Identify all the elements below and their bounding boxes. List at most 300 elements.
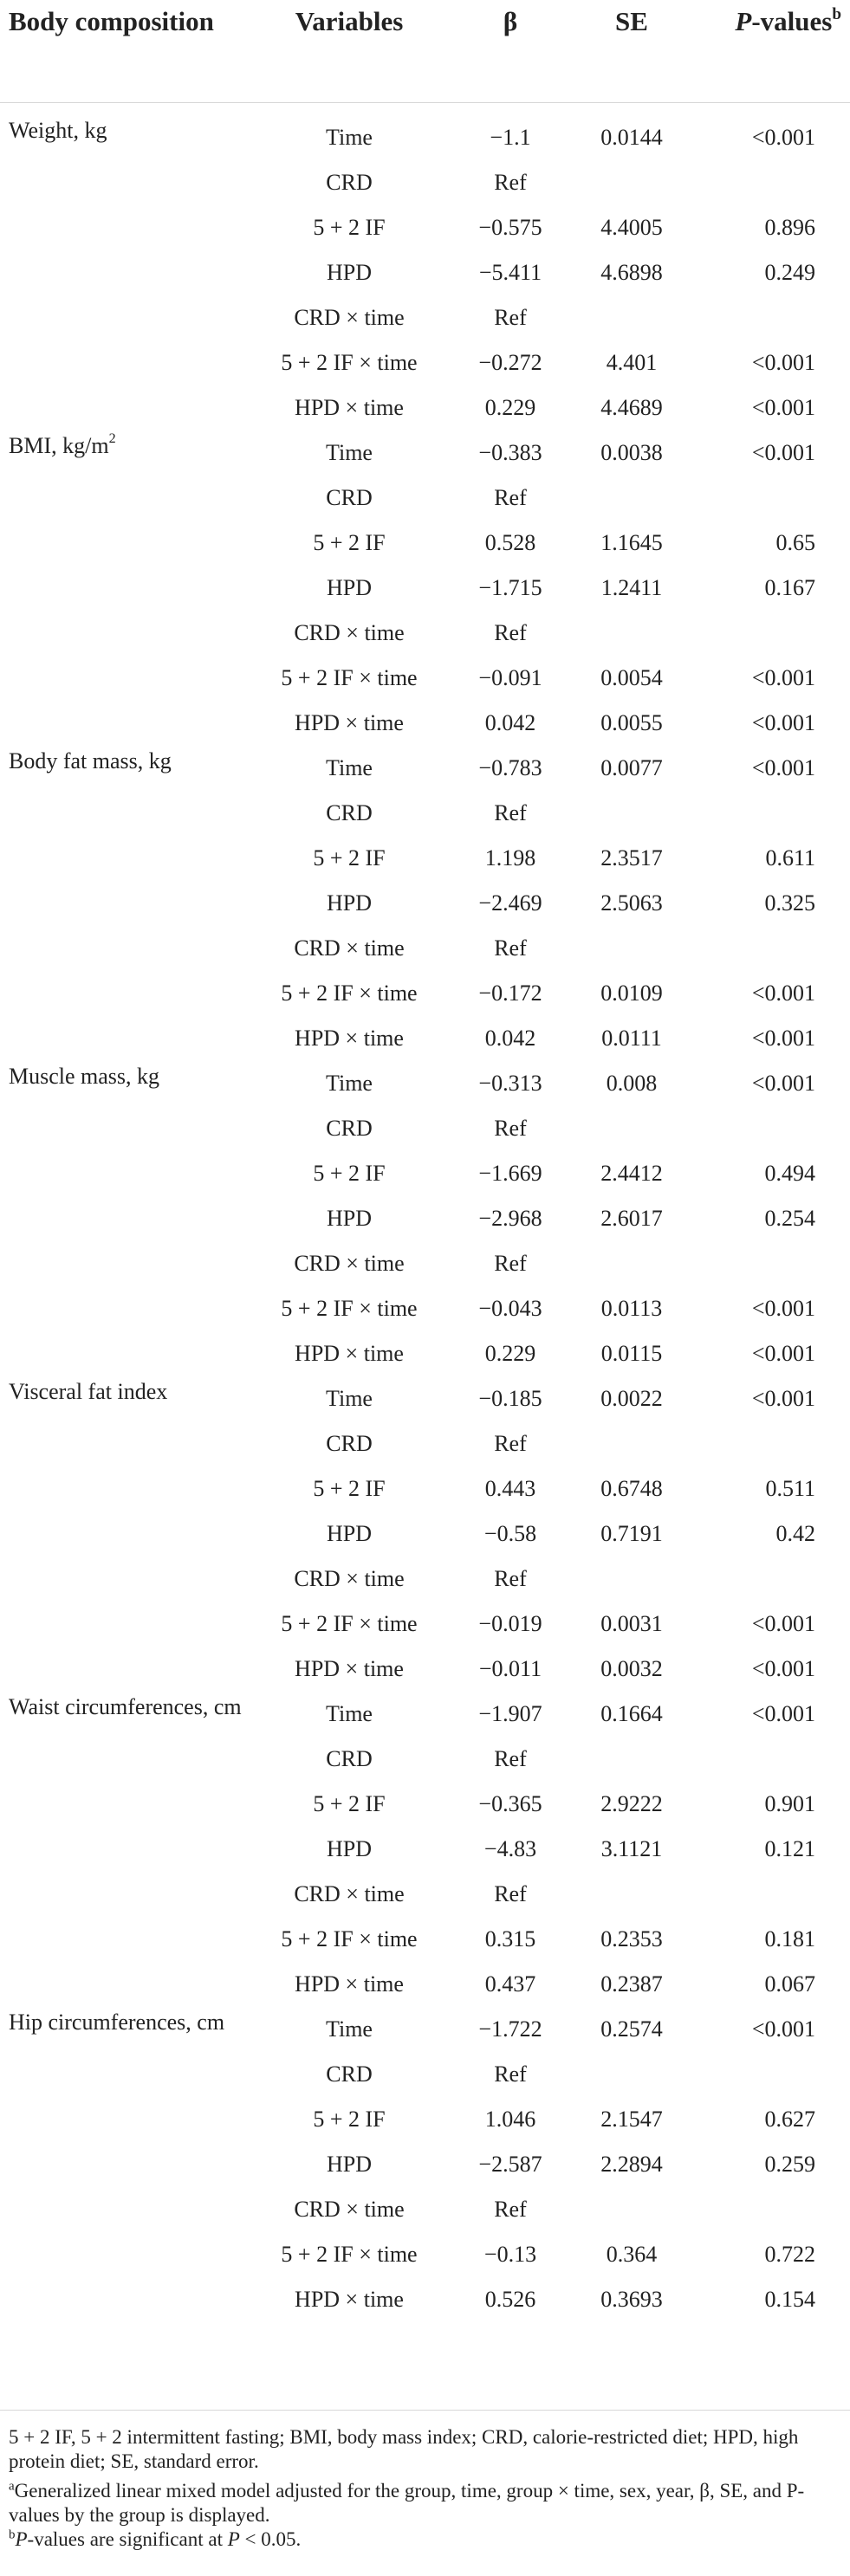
group-label-text: Body fat mass, kg [9, 748, 172, 773]
cell-p-value [688, 926, 850, 971]
group-label-empty [0, 2052, 253, 2097]
cell-beta: 1.198 [484, 845, 536, 871]
group-label-empty [0, 1962, 253, 2007]
cell-se: 4.4005 [600, 214, 663, 240]
cell-p-value: <0.001 [751, 664, 815, 690]
table-row [0, 295, 850, 340]
cell-p-value: <0.001 [751, 349, 815, 375]
footnote-b-text: -values are significant at [27, 2528, 228, 2550]
cell-se: 1.2411 [600, 574, 663, 600]
footnote-a-text: Generalized linear mixed model adjusted for the group, time, group × time, sex, year, β, SE, and P-values by the group is displayed. [9, 2480, 805, 2526]
cell-variable: CRD [326, 169, 373, 195]
cell-p-value: <0.001 [751, 1610, 815, 1636]
cell-se: 0.2353 [600, 1926, 663, 1951]
table-row [0, 1647, 850, 1692]
cell-p-value: 0.896 [764, 214, 815, 240]
cell-beta: 0.315 [484, 1926, 536, 1951]
cell-beta: −0.272 [478, 349, 542, 375]
cell-se: 0.0038 [600, 439, 663, 465]
cell-se: 0.0054 [600, 664, 663, 690]
cell-se: 2.2894 [600, 2151, 663, 2177]
cell-beta: 1.046 [484, 2106, 536, 2132]
table-row [0, 2142, 850, 2187]
cell-p-value: 0.627 [764, 2106, 815, 2132]
cell-p-value [688, 160, 850, 205]
cell-variable: HPD [326, 890, 372, 916]
cell-p-value: <0.001 [751, 1295, 815, 1321]
table-row [0, 340, 850, 385]
cell-se [575, 1421, 688, 1466]
cell-p-value: <0.001 [751, 1070, 815, 1096]
cell-variable: CRD × time [294, 1565, 405, 1591]
cell-variable: 5 + 2 IF [313, 1475, 386, 1501]
group-label-empty [0, 1647, 253, 1692]
table-row [0, 430, 850, 476]
group-label-text: Waist circumferences, cm [9, 1693, 242, 1719]
table-row [0, 476, 850, 521]
cell-beta: −2.587 [478, 2151, 542, 2177]
cell-beta: 0.229 [484, 394, 536, 420]
cell-variable: CRD [326, 484, 373, 510]
group-label [0, 746, 253, 791]
group-label-empty [0, 1557, 253, 1602]
cell-se: 2.9222 [600, 1790, 663, 1816]
table-row [0, 1602, 850, 1647]
table-row [0, 1962, 850, 2007]
group-label-empty [0, 1872, 253, 1917]
table-row [0, 1557, 850, 1602]
cell-beta: Ref [494, 2196, 527, 2222]
group-label-empty [0, 1151, 253, 1196]
group-label-empty [0, 295, 253, 340]
cell-beta: Ref [494, 484, 527, 510]
cell-variable: CRD × time [294, 935, 405, 961]
group-label-empty [0, 2277, 253, 2322]
cell-p-value: 0.254 [764, 1205, 815, 1231]
cell-se: 0.0109 [600, 980, 663, 1006]
group-label [0, 1061, 253, 1106]
group-label-empty [0, 476, 253, 521]
group-label-empty [0, 881, 253, 926]
cell-beta: −0.575 [478, 214, 542, 240]
table-row [0, 2097, 850, 2142]
table-row [0, 1151, 850, 1196]
group-label-empty [0, 1917, 253, 1962]
header-p-suffix: -values [751, 6, 833, 36]
table-row [0, 385, 850, 430]
group-label-text: Weight, kg [9, 117, 107, 143]
table-row [0, 1376, 850, 1421]
cell-variable: HPD × time [295, 1025, 404, 1051]
cell-beta: 0.042 [484, 709, 536, 735]
table-row [0, 1016, 850, 1061]
cell-variable: HPD [326, 1520, 372, 1546]
cell-beta: 0.528 [484, 529, 536, 555]
footnote-b-mark: b [9, 2527, 16, 2542]
cell-p-value: 0.65 [775, 529, 815, 555]
cell-p-value: 0.42 [775, 1520, 815, 1546]
cell-variable: 5 + 2 IF × time [281, 349, 418, 375]
cell-beta: −0.019 [478, 1610, 542, 1636]
cell-p-value [688, 791, 850, 836]
header-se: SE [575, 0, 688, 102]
cell-variable: CRD [326, 1430, 373, 1456]
group-label-empty [0, 1511, 253, 1557]
cell-beta: Ref [494, 169, 527, 195]
group-label-text: Muscle mass, kg [9, 1063, 160, 1089]
cell-beta: 0.526 [484, 2286, 536, 2312]
cell-variable: 5 + 2 IF × time [281, 2241, 418, 2267]
header-p-footnote-mark: b [832, 4, 841, 23]
table-row [0, 791, 850, 836]
table-row [0, 1782, 850, 1827]
table-row [0, 836, 850, 881]
group-label-empty [0, 1827, 253, 1872]
table-row [0, 521, 850, 566]
table-row [0, 1692, 850, 1737]
cell-beta: −0.185 [478, 1385, 542, 1411]
footnote-b-cond: < 0.05. [239, 2528, 302, 2550]
group-label-empty [0, 1241, 253, 1286]
cell-beta: −1.722 [478, 2016, 542, 2042]
cell-variable: 5 + 2 IF × time [281, 1295, 418, 1321]
cell-beta: 0.042 [484, 1025, 536, 1051]
footnote-b-cond-p: P [227, 2528, 240, 2550]
header-variables: Variables [253, 0, 445, 102]
cell-se [575, 1106, 688, 1151]
cell-se: 3.1121 [600, 1835, 663, 1861]
table-row [0, 1286, 850, 1331]
cell-beta: Ref [494, 1115, 527, 1141]
table-row [0, 1827, 850, 1872]
group-label-empty [0, 1466, 253, 1511]
cell-beta: Ref [494, 1565, 527, 1591]
group-label-empty [0, 205, 253, 250]
group-label-superscript: 2 [108, 431, 116, 447]
cell-p-value: <0.001 [751, 1385, 815, 1411]
cell-p-value: <0.001 [751, 124, 815, 150]
group-label-empty [0, 836, 253, 881]
cell-se [575, 160, 688, 205]
cell-se: 0.3693 [600, 2286, 663, 2312]
cell-se [575, 2052, 688, 2097]
cell-se [575, 611, 688, 656]
cell-beta: −0.58 [483, 1520, 537, 1546]
cell-p-value [688, 1106, 850, 1151]
cell-variable: CRD [326, 2061, 373, 2087]
cell-p-value: 0.325 [764, 890, 815, 916]
table-row [0, 250, 850, 295]
cell-variable: Time [326, 1700, 373, 1726]
group-label [0, 2007, 253, 2052]
header-beta: β [445, 0, 575, 102]
group-label-empty [0, 611, 253, 656]
group-label-empty [0, 701, 253, 746]
cell-se: 4.6898 [600, 259, 663, 285]
cell-variable: 5 + 2 IF × time [281, 1610, 418, 1636]
cell-p-value: 0.259 [764, 2151, 815, 2177]
cell-beta: Ref [494, 799, 527, 825]
cell-p-value: <0.001 [751, 2016, 815, 2042]
group-label-empty [0, 1106, 253, 1151]
group-label-empty [0, 656, 253, 701]
cell-beta: Ref [494, 619, 527, 645]
cell-beta: Ref [494, 1745, 527, 1771]
footnote-b-p: P [15, 2528, 28, 2550]
cell-variable: HPD × time [295, 1971, 404, 1997]
cell-beta: −2.968 [478, 1205, 542, 1231]
cell-variable: CRD [326, 1115, 373, 1141]
cell-variable: CRD [326, 799, 373, 825]
header-p-values [688, 0, 850, 102]
table-row [0, 1917, 850, 1962]
cell-beta: −1.1 [490, 124, 531, 150]
group-label-empty [0, 2232, 253, 2277]
table-row [0, 1511, 850, 1557]
cell-p-value: 0.722 [764, 2241, 815, 2267]
group-label-empty [0, 1286, 253, 1331]
cell-beta: −1.669 [478, 1160, 542, 1186]
cell-p-value [688, 1737, 850, 1782]
cell-beta: 0.443 [484, 1475, 536, 1501]
table-row [0, 1331, 850, 1376]
cell-se: 0.0115 [600, 1340, 663, 1366]
cell-beta: −0.011 [478, 1655, 542, 1681]
cell-p-value: 0.611 [765, 845, 815, 871]
cell-beta: Ref [494, 1250, 527, 1276]
cell-p-value [688, 1421, 850, 1466]
cell-p-value [688, 476, 850, 521]
cell-variable: 5 + 2 IF × time [281, 980, 418, 1006]
cell-variable: CRD × time [294, 1250, 405, 1276]
group-label [0, 1376, 253, 1421]
cell-variable: HPD × time [295, 394, 404, 420]
cell-se [575, 1557, 688, 1602]
table-row [0, 926, 850, 971]
cell-beta: −0.043 [478, 1295, 542, 1321]
cell-beta: Ref [494, 304, 527, 330]
cell-p-value: 0.154 [764, 2286, 815, 2312]
cell-variable: 5 + 2 IF [313, 214, 386, 240]
cell-variable: HPD × time [295, 2286, 404, 2312]
group-label-empty [0, 1421, 253, 1466]
cell-beta: −0.313 [478, 1070, 542, 1096]
cell-p-value: 0.121 [764, 1835, 815, 1861]
table-row [0, 2052, 850, 2097]
table-row [0, 102, 850, 160]
cell-beta: −1.907 [478, 1700, 542, 1726]
cell-p-value: 0.167 [764, 574, 815, 600]
cell-se: 0.2574 [600, 2016, 663, 2042]
group-label-empty [0, 160, 253, 205]
footnote-a [9, 2479, 845, 2527]
group-label-empty [0, 971, 253, 1016]
table-row [0, 611, 850, 656]
cell-p-value: <0.001 [751, 1340, 815, 1366]
cell-beta: Ref [494, 1880, 527, 1906]
table-bottom-rule [0, 2410, 850, 2411]
cell-variable: HPD [326, 574, 372, 600]
cell-variable: Time [326, 1385, 373, 1411]
cell-se [575, 476, 688, 521]
cell-beta: −0.091 [478, 664, 542, 690]
group-label-empty [0, 1782, 253, 1827]
group-label-empty [0, 2142, 253, 2187]
cell-p-value: 0.249 [764, 259, 815, 285]
cell-se [575, 791, 688, 836]
table-row [0, 2007, 850, 2052]
group-label-text: Visceral fat index [9, 1378, 168, 1404]
cell-variable: 5 + 2 IF [313, 845, 386, 871]
header-row [0, 0, 850, 102]
cell-se: 0.1664 [600, 1700, 663, 1726]
header-p-letter: P [735, 6, 752, 36]
group-label-empty [0, 2187, 253, 2232]
table-row [0, 1196, 850, 1241]
cell-variable: 5 + 2 IF [313, 1160, 386, 1186]
cell-se: 2.3517 [600, 845, 663, 871]
cell-se: 2.4412 [600, 1160, 663, 1186]
group-label-empty [0, 2097, 253, 2142]
cell-se: 0.008 [606, 1070, 658, 1096]
table-row [0, 1737, 850, 1782]
cell-se [575, 1872, 688, 1917]
cell-beta: 0.229 [484, 1340, 536, 1366]
cell-beta: −0.383 [478, 439, 542, 465]
cell-beta: Ref [494, 1430, 527, 1456]
cell-p-value [688, 2187, 850, 2232]
footnote-a-mark: a [9, 2479, 15, 2494]
cell-beta: −1.715 [478, 574, 542, 600]
cell-se: 4.4689 [600, 394, 663, 420]
cell-variable: HPD × time [295, 1655, 404, 1681]
cell-p-value: 0.511 [765, 1475, 815, 1501]
cell-variable: HPD [326, 259, 372, 285]
cell-se: 0.0031 [600, 1610, 663, 1636]
table-row [0, 656, 850, 701]
table-row [0, 746, 850, 791]
table-row [0, 1466, 850, 1511]
group-label-empty [0, 1737, 253, 1782]
cell-p-value [688, 2052, 850, 2097]
cell-se: 0.0113 [600, 1295, 663, 1321]
cell-variable: 5 + 2 IF [313, 1790, 386, 1816]
cell-p-value: 0.494 [764, 1160, 815, 1186]
table-row [0, 2232, 850, 2277]
cell-beta: −0.13 [483, 2241, 537, 2267]
cell-p-value [688, 1557, 850, 1602]
cell-se: 0.2387 [600, 1971, 663, 1997]
group-label-text: BMI, kg/m [9, 432, 109, 458]
cell-variable: HPD [326, 1835, 372, 1861]
table-row [0, 205, 850, 250]
cell-se: 0.0055 [600, 709, 663, 735]
table-row [0, 881, 850, 926]
table-footnotes [9, 2425, 845, 2552]
group-label-empty [0, 385, 253, 430]
cell-se: 0.6748 [600, 1475, 663, 1501]
cell-beta: Ref [494, 935, 527, 961]
cell-p-value: <0.001 [751, 1655, 815, 1681]
cell-se [575, 1737, 688, 1782]
cell-se [575, 1241, 688, 1286]
cell-se: 2.5063 [600, 890, 663, 916]
table-row [0, 1421, 850, 1466]
cell-variable: CRD × time [294, 619, 405, 645]
cell-p-value: <0.001 [751, 394, 815, 420]
cell-beta: −4.83 [483, 1835, 537, 1861]
cell-se: 0.7191 [600, 1520, 663, 1546]
cell-beta: 0.437 [484, 1971, 536, 1997]
cell-variable: Time [326, 754, 373, 780]
cell-variable: CRD × time [294, 304, 405, 330]
cell-variable: 5 + 2 IF × time [281, 664, 418, 690]
cell-variable: 5 + 2 IF [313, 529, 386, 555]
table-row [0, 2187, 850, 2232]
cell-variable: HPD × time [295, 1340, 404, 1366]
cell-se: 0.364 [606, 2241, 658, 2267]
cell-beta: −0.365 [478, 1790, 542, 1816]
table-row [0, 160, 850, 205]
group-label-empty [0, 1016, 253, 1061]
cell-variable: 5 + 2 IF × time [281, 1926, 418, 1951]
group-label-empty [0, 1196, 253, 1241]
cell-se: 2.6017 [600, 1205, 663, 1231]
cell-variable: HPD [326, 1205, 372, 1231]
cell-variable: Time [326, 2016, 373, 2042]
cell-se: 0.0022 [600, 1385, 663, 1411]
table-row [0, 566, 850, 611]
group-label-empty [0, 340, 253, 385]
footnote-abbreviations: 5 + 2 IF, 5 + 2 intermittent fasting; BMI, body mass index; CRD, calorie-restricted diet; HPD, high protein diet; SE, standard error. [9, 2426, 799, 2472]
cell-se [575, 926, 688, 971]
group-label [0, 430, 253, 476]
table-body [0, 102, 850, 2322]
group-label [0, 102, 253, 160]
cell-p-value: <0.001 [751, 1025, 815, 1051]
footnote-b [9, 2527, 845, 2552]
cell-p-value [688, 1872, 850, 1917]
group-label [0, 1692, 253, 1737]
cell-se [575, 295, 688, 340]
group-label-empty [0, 250, 253, 295]
table-row [0, 1106, 850, 1151]
cell-p-value [688, 295, 850, 340]
cell-variable: Time [326, 124, 373, 150]
cell-beta: Ref [494, 2061, 527, 2087]
table-row [0, 2277, 850, 2322]
table-header [0, 0, 850, 102]
cell-variable: HPD × time [295, 709, 404, 735]
cell-p-value: <0.001 [751, 1700, 815, 1726]
cell-p-value: 0.067 [764, 1971, 815, 1997]
cell-variable: CRD × time [294, 2196, 405, 2222]
cell-p-value: <0.001 [751, 709, 815, 735]
table-row [0, 1872, 850, 1917]
cell-se: 1.1645 [600, 529, 663, 555]
group-label-text: Hip circumferences, cm [9, 2009, 225, 2035]
cell-beta: −0.783 [478, 754, 542, 780]
cell-se: 0.0032 [600, 1655, 663, 1681]
cell-p-value [688, 611, 850, 656]
cell-p-value: <0.001 [751, 439, 815, 465]
table-row [0, 971, 850, 1016]
table-row [0, 1061, 850, 1106]
cell-se: 4.401 [606, 349, 658, 375]
cell-variable: 5 + 2 IF [313, 2106, 386, 2132]
cell-variable: Time [326, 439, 373, 465]
cell-se [575, 2187, 688, 2232]
